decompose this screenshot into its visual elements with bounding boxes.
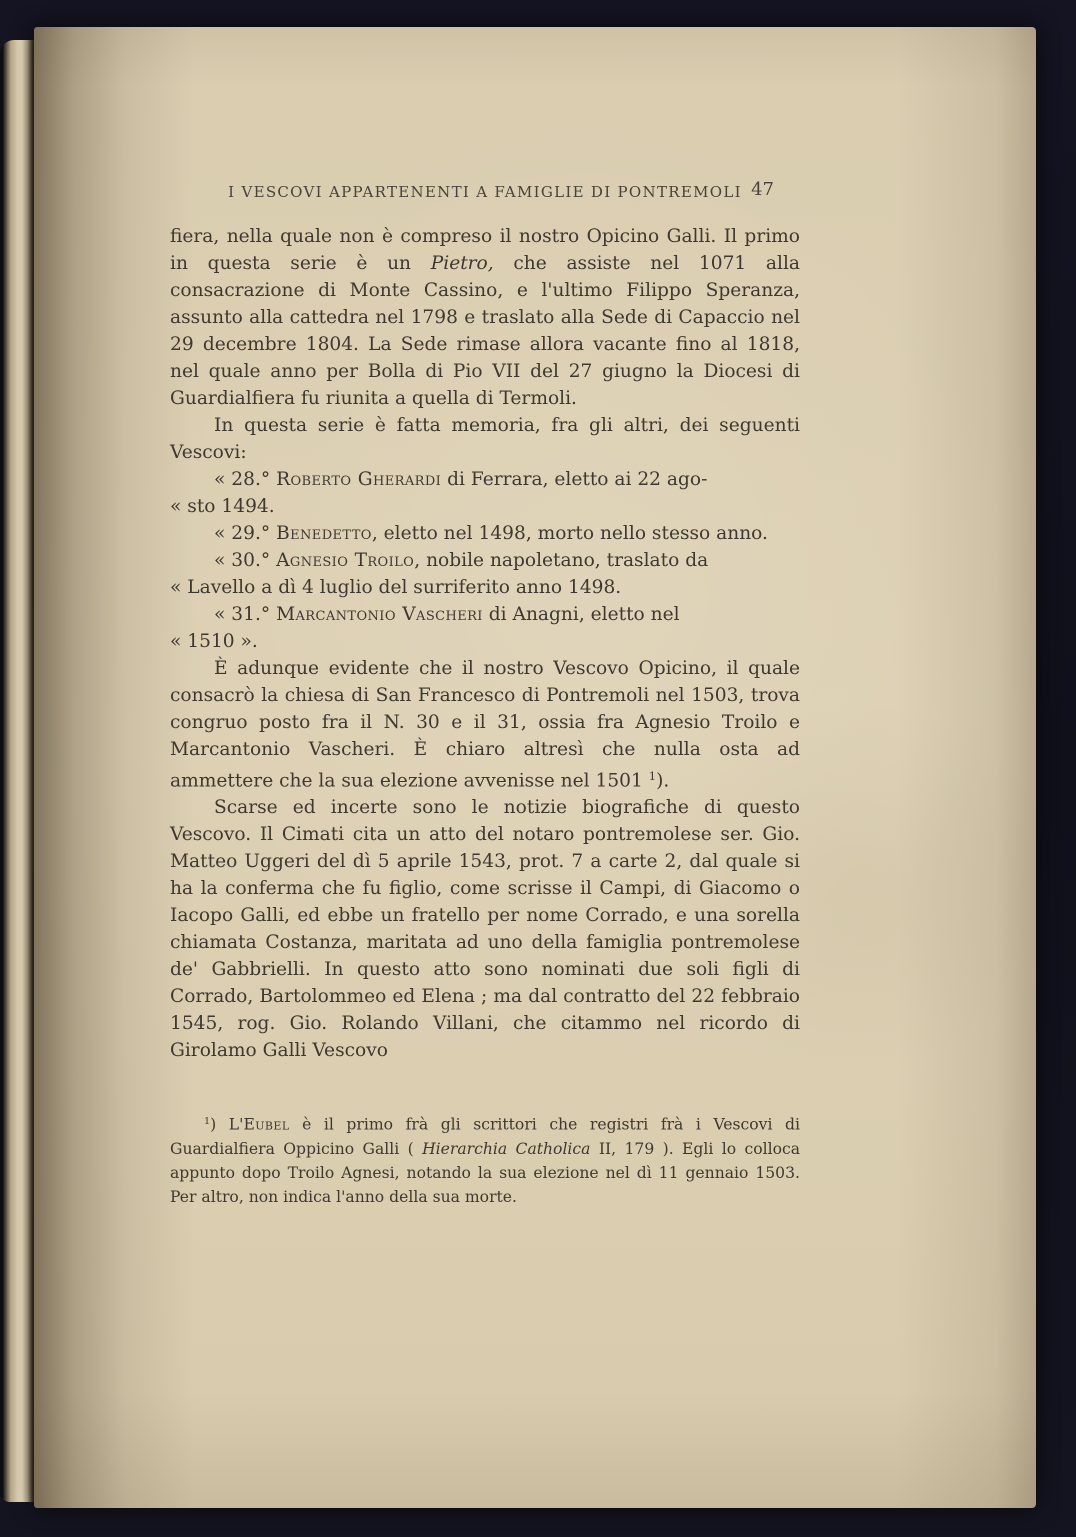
text-segment: Scarse ed incerte sono le notizie biografiche di questo Vescovo. Il Cimati cita un atto del notaro pontremolese ser. Gio. Matteo Uggeri del dì 5 aprile 1543, prot. 7 a carte 2, dal quale si ha la conferma che fu figlio, come scrisse il Campi, di Giacomo o Iacopo Galli, ed ebbe un fratello per nome Corrado, e una sorella chiamata Costanza, maritata ad uno della famiglia pontremolese de' Gabbrielli. In questo atto sono nominati due soli figli di Corrado, Bartolommeo ed Elena ; ma dal contratto del 22 febbraio 1545, rog. Gio. Rolando Villani, che citammo nel ricordo di Girolamo Galli Vescovo <box>170 797 800 1062</box>
text-segment: In questa serie è fatta memoria, fra gli altri, dei seguenti Vescovi: <box>170 415 800 463</box>
text-segment: Pietro, <box>430 253 494 274</box>
running-header <box>170 179 800 201</box>
text-segment: Agnesio Troilo <box>276 550 415 571</box>
paragraph <box>170 574 800 601</box>
text-segment: Eubel <box>243 1115 290 1134</box>
page-number: 47 <box>751 179 774 200</box>
paragraph <box>170 412 800 466</box>
text-segment: ) L' <box>210 1115 244 1134</box>
text-segment: Marcantonio Vascheri <box>276 604 483 625</box>
paragraph <box>170 547 800 574</box>
text-segment: , nobile napoletano, traslato da <box>414 550 709 571</box>
text-segment: 1 <box>204 1116 211 1128</box>
text-block <box>170 179 800 1209</box>
text-segment: di Anagni, eletto nel <box>482 604 680 625</box>
running-header-title: I VESCOVI APPARTENENTI A FAMIGLIE DI PONTREMOLI <box>228 183 742 201</box>
text-segment: È adunque evidente che il nostro Vescovo Opicino, il quale consacrò la chiesa di San Francesco di Pontremoli nel 1503, trova congruo posto fra il N. 30 e il 31, ossia fra Agnesio Troilo e Marcantonio Vascheri. È chiaro altresì che nulla osta ad ammettere che la sua elezione avvenisse nel 1501 <box>170 658 800 792</box>
text-segment: « sto 1494. <box>170 496 275 517</box>
body-text <box>170 223 800 1064</box>
text-segment: Hierarchia Catholica <box>422 1139 591 1158</box>
text-segment: che assiste nel 1071 alla consacrazione di Monte Cassino, e l'ultimo Filippo Speranza, assunto alla cattedra nel 1798 e traslato alla Sede di Capaccio nel 29 decembre 1804. La Sede rimase allora vacante fino al 1818, nel quale anno per Bolla di Pio VII del 27 giugno la Diocesi di Guardialfiera fu riunita a quella di Termoli. <box>170 253 800 409</box>
text-segment: « 30.° <box>214 550 277 571</box>
paragraph <box>170 466 800 493</box>
book-page <box>34 27 1036 1508</box>
text-segment: è il primo frà gli scrittori che registri frà i Vescovi di Guardialfiera Oppicino Galli ( <box>170 1115 800 1158</box>
paragraph <box>170 628 800 655</box>
text-segment: « Lavello a dì 4 luglio del surriferito anno 1498. <box>170 577 622 598</box>
footnote-paragraph <box>170 1110 800 1208</box>
text-segment: ). <box>656 770 670 792</box>
text-segment: , eletto nel 1498, morto nello stesso anno. <box>371 523 768 544</box>
text-segment: di Ferrara, eletto ai 22 ago- <box>441 469 708 490</box>
text-segment: II, 179 ). Egli lo colloca appunto dopo Troilo Agnesi, notando la sua elezione nel dì 11 gennaio 1503. Per altro, non indica l'anno della sua morte. <box>170 1139 800 1206</box>
footnote <box>170 1110 800 1208</box>
text-segment: Roberto Gherardi <box>276 469 442 490</box>
text-segment: « 28.° <box>214 469 277 490</box>
text-segment: « 1510 ». <box>170 631 258 652</box>
paragraph <box>170 493 800 520</box>
text-segment: Benedetto <box>276 523 372 544</box>
text-segment: fiera, nella quale non è compreso il nostro Opicino Galli. Il primo in questa serie è un <box>170 226 800 274</box>
paragraph <box>170 223 800 412</box>
paragraph <box>170 520 800 547</box>
book-page-edges <box>0 40 38 1502</box>
paragraph <box>170 601 800 628</box>
paragraph <box>170 794 800 1064</box>
text-segment: « 29.° <box>214 523 277 544</box>
paragraph <box>170 655 800 794</box>
text-segment: « 31.° <box>214 604 277 625</box>
text-segment: 1 <box>648 769 657 783</box>
